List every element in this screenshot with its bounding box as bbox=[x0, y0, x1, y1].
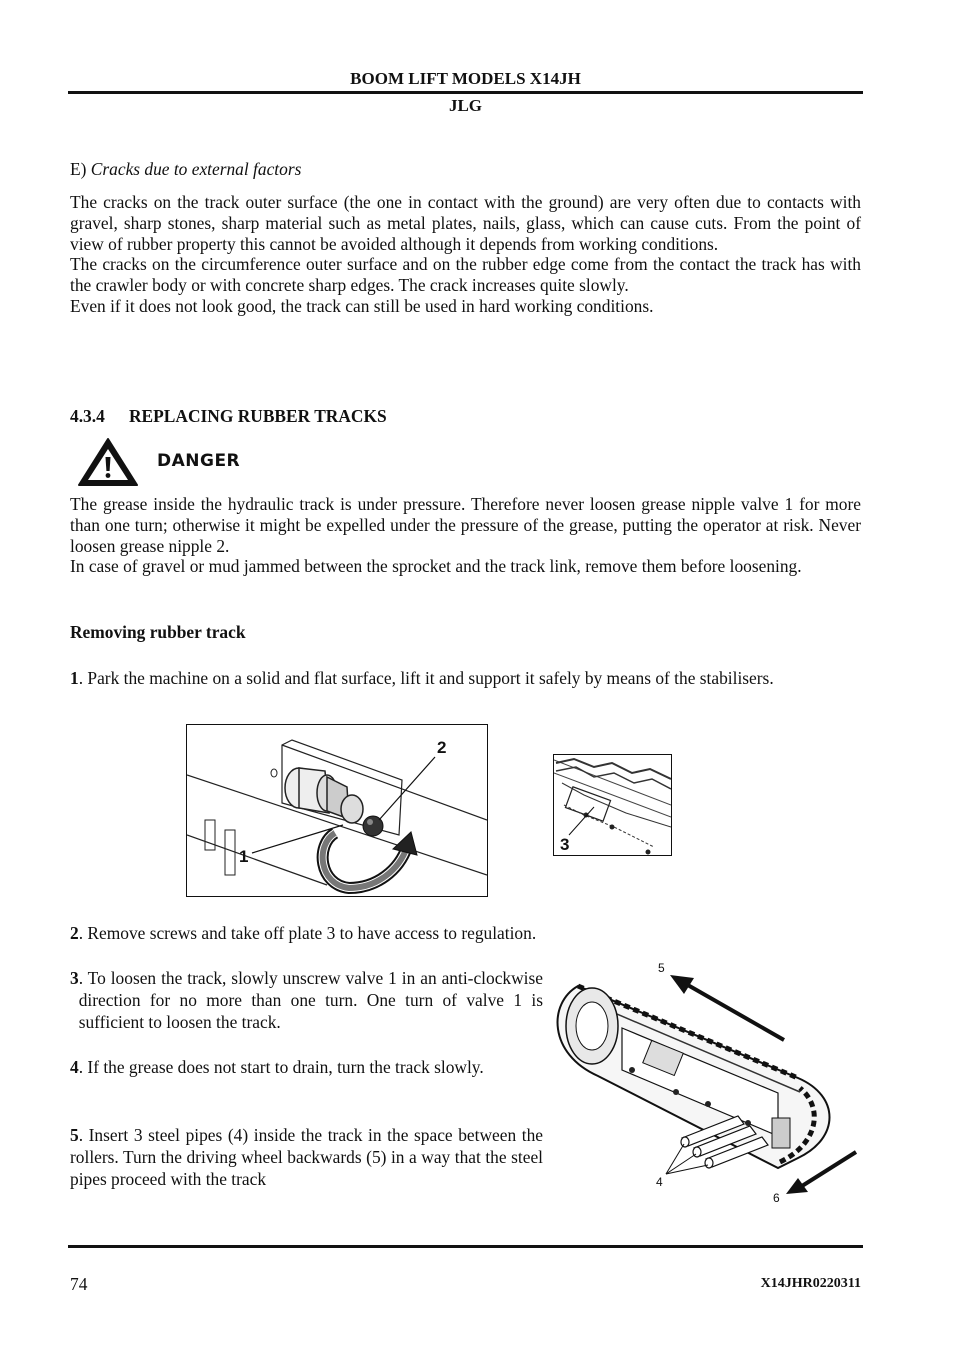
step-5 bbox=[70, 1124, 543, 1190]
step-text: . To loosen the track, slowly unscrew valve 1 in an anti-clockwise direction for no more than one turn. One turn of valve 1 is sufficient to loosen the track. bbox=[78, 968, 543, 1032]
step-3 bbox=[70, 967, 543, 1033]
step-2 bbox=[70, 922, 861, 944]
step-number: 2 bbox=[70, 923, 79, 943]
doc-code: X14JHR0220311 bbox=[760, 1276, 861, 1291]
section-e-title: Cracks due to external factors bbox=[90, 159, 302, 179]
callout-2: 2 bbox=[437, 738, 447, 757]
track-illustration bbox=[548, 958, 863, 1213]
step-text: . Insert 3 steel pipes (4) inside the track in the space between the rollers. Turn the driving wheel backwards (5) in a way that the steel pipes proceed with the track bbox=[70, 1125, 543, 1189]
danger-paragraph: In case of gravel or mud jammed between the sprocket and the track link, remove them before loosening. bbox=[70, 556, 802, 577]
step-text: . Remove screws and take off plate 3 to have access to regulation. bbox=[78, 923, 537, 943]
plate-illustration bbox=[554, 755, 671, 855]
step-4 bbox=[70, 1056, 543, 1078]
valve-figure bbox=[186, 724, 488, 897]
callout-1: 1 bbox=[239, 847, 249, 866]
step-number: 3 bbox=[70, 968, 79, 988]
section-e-heading bbox=[70, 159, 861, 180]
track-figure bbox=[548, 958, 863, 1213]
step-text: . Park the machine on a solid and flat surface, lift it and support it safely by means of the stabilisers. bbox=[78, 668, 774, 688]
step-number: 5 bbox=[70, 1125, 79, 1145]
section-number: 4.3.4 bbox=[70, 406, 105, 426]
callout-5: 5 bbox=[658, 961, 665, 975]
section-e-label: E) bbox=[70, 159, 87, 179]
step-text: . If the grease does not start to drain, turn the track slowly. bbox=[78, 1057, 484, 1077]
step-1 bbox=[70, 667, 861, 689]
header-rule bbox=[68, 91, 863, 94]
footer-rule bbox=[68, 1245, 863, 1248]
subsection-heading: Removing rubber track bbox=[70, 622, 246, 642]
header-title: BOOM LIFT MODELS X14JH bbox=[350, 69, 581, 88]
danger-label: DANGER bbox=[157, 451, 241, 471]
danger-paragraph: The grease inside the hydraulic track is under pressure. Therefore never loosen grease nipple valve 1 for more than one turn; otherwise it might be expelled under the pressure of the grease, putting the operator at risk. Never loosen grease nipple 2. bbox=[70, 494, 861, 556]
section-title: REPLACING RUBBER TRACKS bbox=[129, 406, 387, 426]
step-number: 1 bbox=[70, 668, 79, 688]
callout-3: 3 bbox=[560, 835, 570, 854]
callout-6: 6 bbox=[773, 1191, 780, 1205]
step-number: 4 bbox=[70, 1057, 79, 1077]
section-e-paragraph: Even if it does not look good, the track can still be used in hard working conditions. bbox=[70, 295, 654, 316]
section-e-paragraph: The cracks on the track outer surface (the one in contact with the ground) are very often due to contacts with gravel, sharp stones, sharp material such as metal plates, nails, glass, which can cause cuts. From the point of view of rubber property this cannot be avoided although it depends from working conditions. bbox=[70, 192, 861, 254]
danger-warning-icon bbox=[76, 436, 140, 488]
plate-figure bbox=[553, 754, 672, 856]
header-subtitle: JLG bbox=[448, 96, 483, 115]
danger-body bbox=[70, 494, 861, 577]
callout-4: 4 bbox=[656, 1175, 663, 1189]
section-e-paragraph: The cracks on the circumference outer surface and on the rubber edge come from the contact the track has with the crawler body or with concrete sharp edges. The crack increases quite slowly. bbox=[70, 254, 861, 296]
page-number: 74 bbox=[70, 1274, 88, 1294]
section-e-body bbox=[70, 192, 861, 317]
